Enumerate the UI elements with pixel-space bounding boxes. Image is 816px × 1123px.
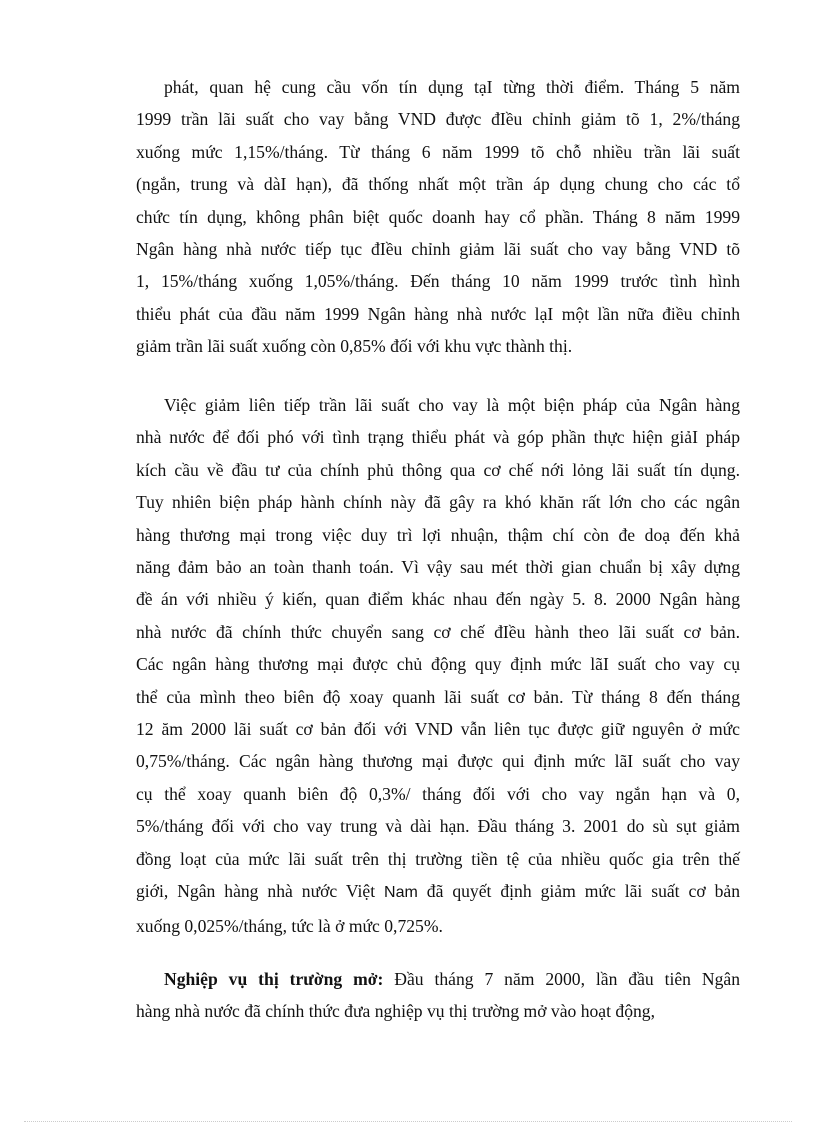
text-line: thể của mình theo biên độ xoay quanh lãi suất cơ bản. Từ tháng 8 đến tháng <box>136 686 740 707</box>
paragraph-base-rate-mechanism <box>136 389 740 942</box>
page-bottom-divider <box>24 1121 792 1122</box>
text-line: giảm trần lãi suất xuống còn 0,85% đối với khu vực thành thị. <box>136 336 573 357</box>
text-line: chức tín dụng, không phân biệt quốc doanh hay cổ phần. Tháng 8 năm 1999 <box>136 206 740 227</box>
text-line: 0,75%/tháng. Các ngân hàng thương mại được qui định mức lãI suất cho vay <box>136 751 740 772</box>
text-line: phát, quan hệ cung cầu vốn tín dụng tạI từng thời điểm. Tháng 5 năm <box>164 77 740 97</box>
text-line: năng đảm bảo an toàn thanh toán. Vì vậy sau mét thời gian chuẩn bị xây dựng <box>136 557 740 578</box>
text-line: 12 ăm 2000 lãi suất cơ bản đối với VND vẫn liên tục được giữ nguyên ở mức <box>136 719 740 740</box>
text-line: 1999 trần lãi suất cho vay bằng VND được đIều chỉnh giảm tõ 1, 2%/tháng <box>136 109 740 130</box>
text-line-mixed <box>136 963 740 995</box>
text-line: nhà nước để đối phó với tình trạng thiểu phát và góp phần thực hiện giảI pháp <box>136 427 740 448</box>
text-line: xuống mức 1,15%/tháng. Từ tháng 6 năm 1999 tõ chỗ nhiều trần lãi suất <box>136 141 740 162</box>
text-fragment-sans: Nam <box>384 884 418 902</box>
text-line: cụ thể xoay quanh biên độ 0,3%/ tháng đối với cho vay ngắn hạn và 0, <box>136 783 740 804</box>
text-line: đề án với nhiều ý kiến, quan điểm khác nhau đến ngày 5. 8. 2000 Ngân hàng <box>136 589 740 610</box>
text-line: Ngân hàng nhà nước tiếp tục đIều chỉnh giảm lãi suất cho vay bằng VND tõ <box>136 239 740 260</box>
text-fragment: Đầu tháng 7 năm 2000, lần đầu tiên Ngân <box>383 969 740 989</box>
text-line: Các ngân hàng thương mại được chủ động quy định mức lãI suất cho vay cụ <box>136 654 740 675</box>
text-line: hàng thương mại trong việc duy trì lợi nhuận, thậm chí còn đe doạ đến khả <box>136 524 740 545</box>
text-fragment: giới, Ngân hàng nhà nước Việt <box>136 881 385 902</box>
text-line: xuống 0,025%/tháng, tức là ở mức 0,725%. <box>136 915 443 936</box>
text-line: hàng nhà nước đã chính thức đưa nghiệp vụ thị trường mở vào hoạt động, <box>136 1001 655 1022</box>
text-line: 5%/tháng đối với cho vay trung và dài hạn. Đầu tháng 3. 2001 do sù sụt giảm <box>136 816 740 837</box>
paragraph-interest-rate-ceiling <box>136 71 740 363</box>
text-line: Việc giảm liên tiếp trần lãi suất cho vay là một biện pháp của Ngân hàng <box>164 395 740 415</box>
text-line: thiểu phát của đầu năm 1999 Ngân hàng nhà nước lạI một lần nữa điều chỉnh <box>136 303 740 324</box>
text-fragment: đã quyết định giảm mức lãi suất cơ bản <box>417 881 740 902</box>
text-line: đồng loạt của mức lãi suất trên thị trường tiền tệ của nhiều quốc gia trên thế <box>136 848 740 869</box>
text-line: kích cầu về đầu tư của chính phủ thông qua cơ chế nới lỏng lãi suất tín dụng. <box>136 459 740 480</box>
text-line-mixed <box>136 875 740 909</box>
text-line: Tuy nhiên biện pháp hành chính này đã gây ra khó khăn rất lớn cho các ngân <box>136 492 740 513</box>
section-heading-inline: Nghiệp vụ thị trường mở: <box>164 969 384 989</box>
paragraph-open-market <box>136 963 740 1028</box>
text-line: (ngắn, trung và dàI hạn), đã thống nhất một trần áp dụng chung cho các tổ <box>136 174 740 195</box>
text-line: 1, 15%/tháng xuống 1,05%/tháng. Đến tháng 10 năm 1999 trước tình hình <box>136 271 740 292</box>
text-line: nhà nước đã chính thức chuyển sang cơ chế đIều hành theo lãi suất cơ bản. <box>136 621 740 642</box>
